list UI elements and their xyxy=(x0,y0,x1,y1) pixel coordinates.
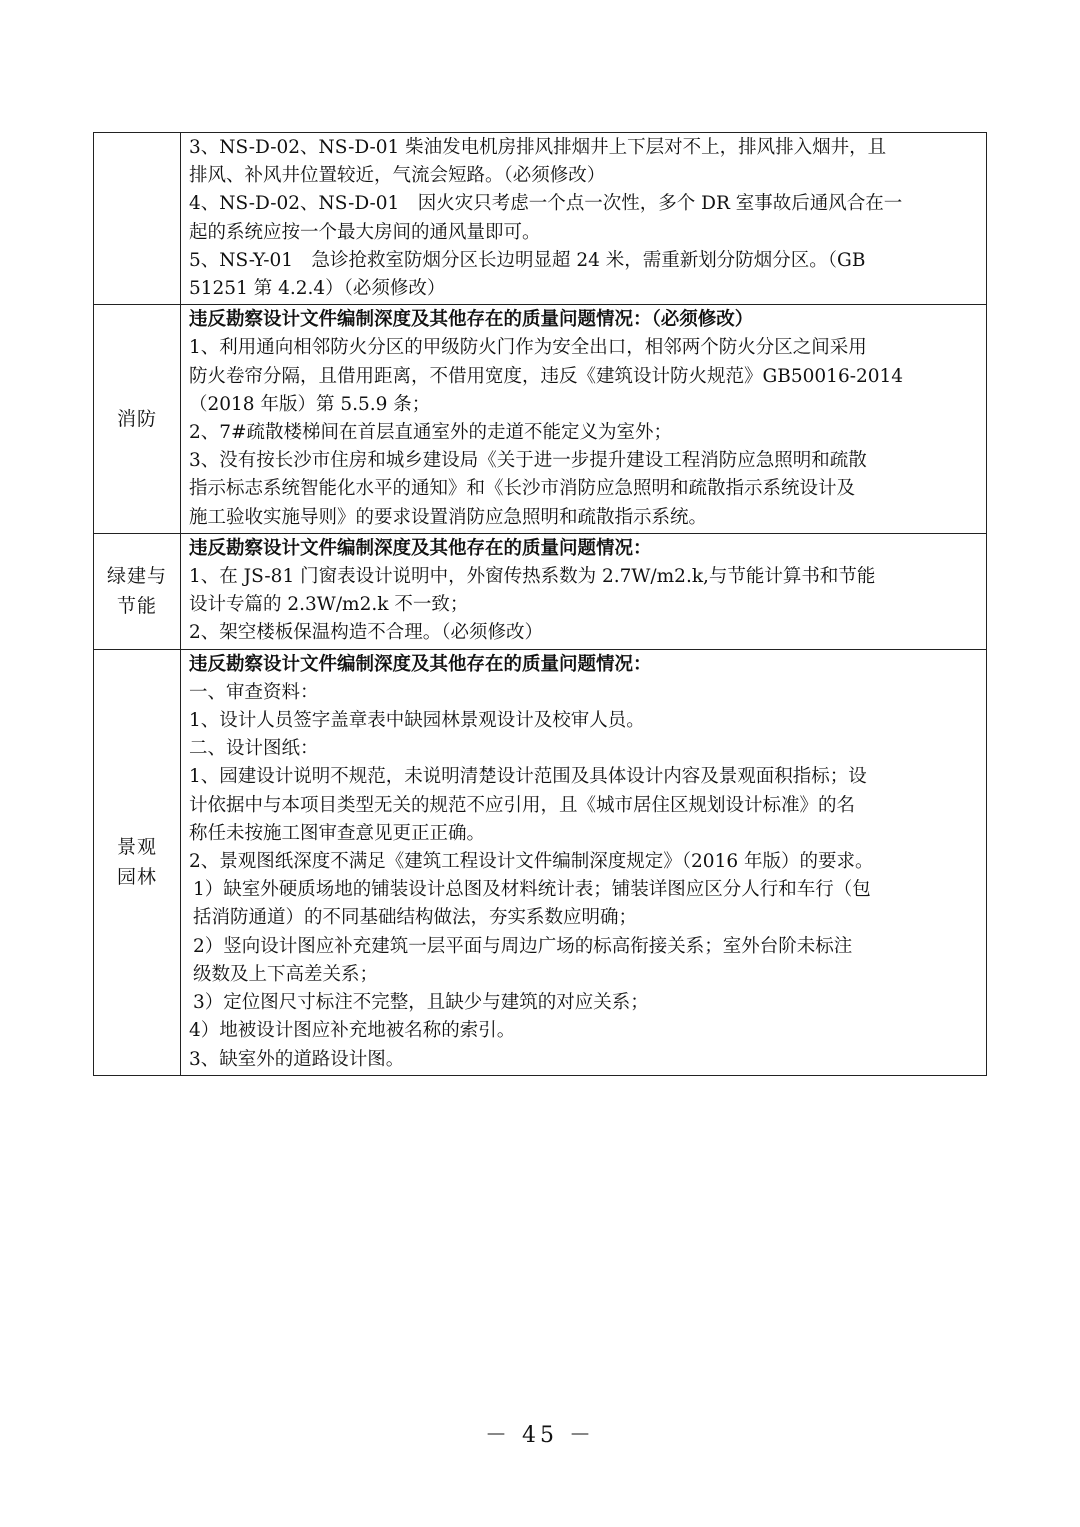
review-table xyxy=(93,132,987,1076)
content-line: 51251 第 4.2.4）（必须修改） xyxy=(189,278,446,300)
content-line: 1、园建设计说明不规范，未说明清楚设计范围及具体设计内容及景观面积指标；设 xyxy=(189,766,867,788)
content-line: 1、利用通向相邻防火分区的甲级防火门作为安全出口，相邻两个防火分区之间采用 xyxy=(189,337,867,359)
content-line: 2、架空楼板保温构造不合理。（必须修改） xyxy=(189,622,544,644)
content-line: 3、没有按长沙市住房和城乡建设局《关于进一步提升建设工程消防应急照明和疏散 xyxy=(189,450,867,472)
content-line: 括消防通道）的不同基础结构做法，夯实系数应明确； xyxy=(193,907,638,929)
section-heading: 违反勘察设计文件编制深度及其他存在的质量问题情况： xyxy=(189,537,652,559)
content-line: 4、NS-D-02、NS-D-01 因火灾只考虑一个点一次性，多个 DR 室事故后通风合在一 xyxy=(189,193,903,215)
category-cell xyxy=(94,305,181,534)
content-line: 3、缺室外的道路设计图。 xyxy=(189,1048,405,1070)
content-line: 1）缺室外硬质场地的铺装设计总图及材料统计表；铺装详图应区分人行和车行（包 xyxy=(193,879,871,901)
section-heading: 违反勘察设计文件编制深度及其他存在的质量问题情况：（必须修改） xyxy=(189,309,754,331)
table-row xyxy=(94,133,987,305)
content-line: （2018 年版）第 5.5.9 条； xyxy=(189,393,431,415)
content-line: 2、景观图纸深度不满足《建筑工程设计文件编制深度规定》（2016 年版）的要求。 xyxy=(189,851,874,873)
table-row xyxy=(94,533,987,649)
category-label: 景观 xyxy=(116,836,157,859)
content-line: 防火卷帘分隔，且借用距离，不借用宽度，违反《建筑设计防火规范》GB50016-2014 xyxy=(189,365,904,387)
content-line: 起的系统应按一个最大房间的通风量即可。 xyxy=(189,221,541,243)
content-line: 称任未按施工图审查意见更正正确。 xyxy=(189,822,486,844)
content-cell xyxy=(181,305,987,534)
content-line: 1、设计人员签字盖章表中缺园林景观设计及校审人员。 xyxy=(189,710,645,732)
content-line: 3）定位图尺寸标注不完整，且缺少与建筑的对应关系； xyxy=(193,992,649,1014)
content-line: 一、审查资料： xyxy=(189,681,319,703)
content-line: 指示标志系统智能化水平的通知》和《长沙市消防应急照明和疏散指示系统设计及 xyxy=(189,478,856,500)
table-row xyxy=(94,305,987,534)
content-cell xyxy=(181,649,987,1075)
section-heading: 违反勘察设计文件编制深度及其他存在的质量问题情况： xyxy=(189,653,652,675)
content-line: 计依据中与本项目类型无关的规范不应引用，且《城市居住区规划设计标准》的名 xyxy=(189,794,856,816)
content-line: 1、在 JS-81 门窗表设计说明中，外窗传热系数为 2.7W/m2.k,与节能计算书和节能 xyxy=(189,566,876,588)
category-cell xyxy=(94,649,181,1075)
category-label: 消防 xyxy=(116,408,157,431)
category-label: 园林 xyxy=(116,866,157,889)
content-line: 二、设计图纸： xyxy=(189,738,319,760)
content-line: 2）竖向设计图应补充建筑一层平面与周边广场的标高衔接关系；室外台阶未标注 xyxy=(193,935,853,957)
content-line: 5、NS-Y-01 急诊抢救室防烟分区长边明显超 24 米，需重新划分防烟分区。（GB xyxy=(189,249,866,271)
table-row xyxy=(94,649,987,1075)
content-line: 施工验收实施导则》的要求设置消防应急照明和疏散指示系统。 xyxy=(189,506,708,528)
page-number: － 45 － xyxy=(485,1423,595,1448)
category-cell xyxy=(94,133,181,305)
category-label: 绿建与 xyxy=(106,565,167,588)
category-label: 节能 xyxy=(116,595,157,618)
content-line: 级数及上下高差关系； xyxy=(193,963,379,985)
content-line: 4）地被设计图应补充地被名称的索引。 xyxy=(189,1020,516,1042)
content-cell xyxy=(181,133,987,305)
content-line: 3、NS-D-02、NS-D-01 柴油发电机房排风排烟井上下层对不上，排风排入烟井，且 xyxy=(189,137,887,158)
content-line: 排风、补风井位置较近，气流会短路。（必须修改） xyxy=(189,165,606,187)
content-cell xyxy=(181,533,987,649)
content-line: 设计专篇的 2.3W/m2.k 不一致； xyxy=(189,594,469,616)
content-line: 2、7#疏散楼梯间在首层直通室外的走道不能定义为室外； xyxy=(189,422,673,444)
category-cell xyxy=(94,533,181,649)
